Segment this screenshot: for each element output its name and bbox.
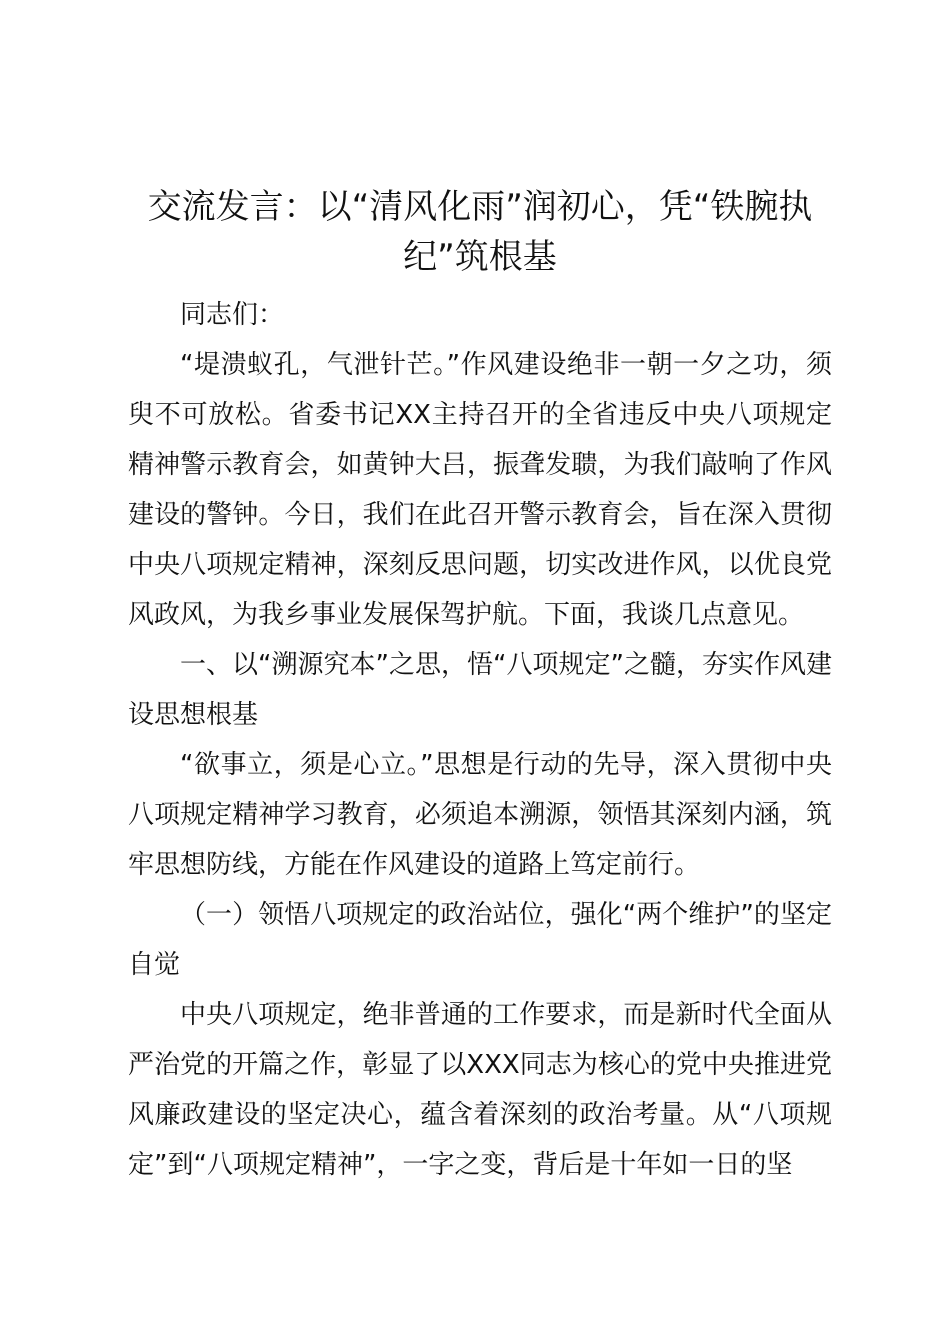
subsection-heading-1: （一）领悟八项规定的政治站位，强化“两个维护”的坚定自觉 bbox=[128, 900, 832, 980]
salutation: 同志们： bbox=[180, 300, 285, 330]
paragraph-intro: “堤溃蚁孔，气泄针芒。”作风建设绝非一朝一夕之功，须臾不可放松。省委书记XX主持召开的全省违反中央八项规定精神警示教育会，如黄钟大吕，振聋发聩，为我们敲响了作风建设的警钟。今日，我们在此召开警示教育会，旨在深入贯彻中央八项规定精神，深刻反思问题，切实改进作风，以优良党风政风，为我乡事业发展保驾护航。下面，我谈几点意见。 bbox=[128, 350, 832, 630]
paragraph-section-1: “欲事立，须是心立。”思想是行动的先导，深入贯彻中央八项规定精神学习教育，必须追本溯源，领悟其深刻内涵，筑牢思想防线，方能在作风建设的道路上笃定前行。 bbox=[128, 750, 832, 880]
paragraph-subsection-1: 中央八项规定，绝非普通的工作要求，而是新时代全面从严治党的开篇之作，彰显了以XXX同志为核心的党中央推进党风廉政建设的坚定决心，蕴含着深刻的政治考量。从“八项规定”到“八项规定精神”，一字之变，背后是十年如一日的坚 bbox=[128, 1000, 832, 1180]
section-heading-1: 一、以“溯源究本”之思，悟“八项规定”之髓，夯实作风建设思想根基 bbox=[128, 650, 832, 730]
document-page bbox=[128, 182, 832, 1190]
document-title: 交流发言：以“清风化雨”润初心，凭“铁腕执纪”筑根基 bbox=[147, 187, 813, 277]
